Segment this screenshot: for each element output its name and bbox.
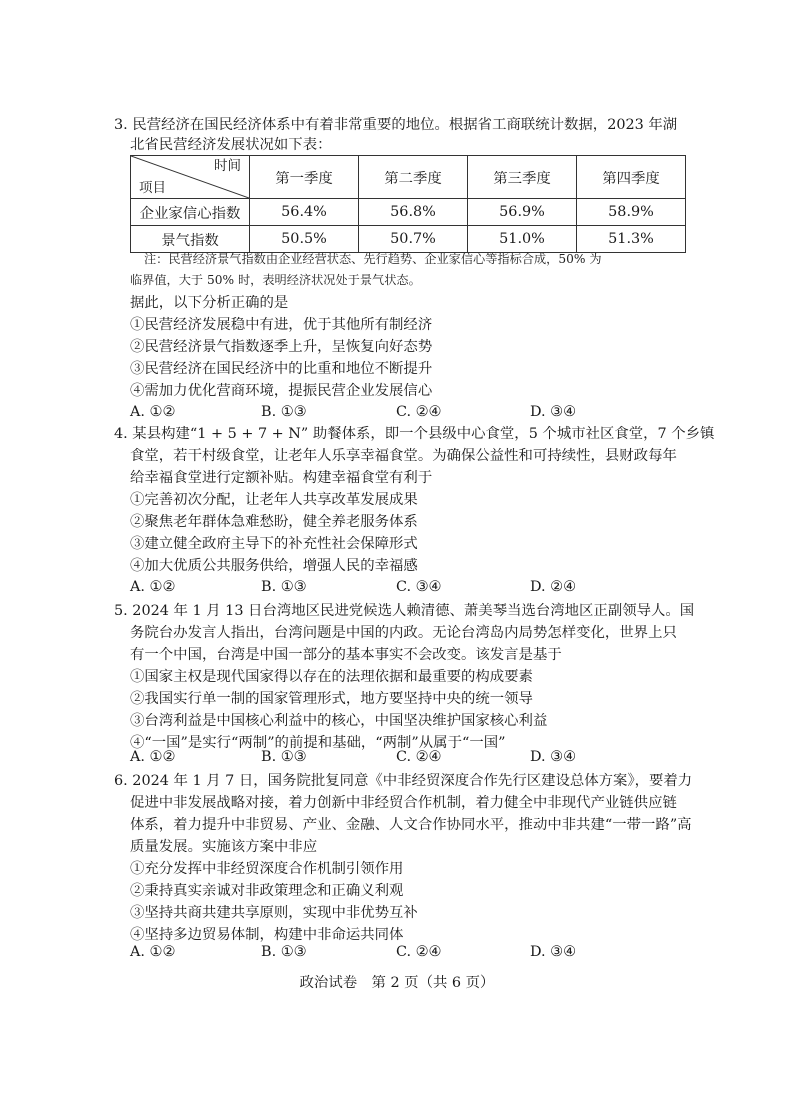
- q3-data-table: [130, 155, 686, 253]
- q6-item-2: ②秉持真实亲诚对非政策理念和正确义利观: [130, 883, 404, 899]
- q3-note-line-2: 临界值，大于 50% 时，表明经济状况处于景气状态。: [130, 273, 421, 287]
- option-c[interactable]: C. ③④: [396, 579, 442, 595]
- q5-item-3: ③台湾利益是中国核心利益中的核心，中国坚决维护国家核心利益: [130, 713, 548, 729]
- q4-stem-line-3: 给幸福食堂进行定额补贴。构建幸福食堂有利于: [130, 470, 433, 486]
- table-cell: 51.3%: [577, 226, 686, 253]
- option-d[interactable]: D. ③④: [530, 944, 576, 960]
- table-cell: 56.8%: [359, 199, 468, 226]
- q5-item-2: ②我国实行单一制的国家管理形式，地方要坚持中央的统一领导: [130, 691, 533, 707]
- q3-note-line-1: 注：民营经济景气指数由企业经营状态、先行趋势、企业家信心等指标合成，50% 为: [144, 252, 602, 266]
- option-b[interactable]: B. ①③: [261, 749, 307, 765]
- q3-item-2: ②民营经济景气指数逐季上升，呈恢复向好态势: [130, 339, 433, 355]
- table-row: [131, 226, 686, 253]
- q6-item-3: ③坚持共商共建共享原则，实现中非优势互补: [130, 905, 418, 921]
- column-header: 第四季度: [577, 156, 686, 199]
- q4-item-4: ④加大优质公共服务供给，增强人民的幸福感: [130, 558, 418, 574]
- table-cell: 50.5%: [250, 226, 359, 253]
- table-corner-cell: [131, 156, 250, 199]
- q6-stem-line-3: 体系，着力提升中非贸易、产业、金融、人文合作协同水平，推动中非共建“一带一路”高: [130, 817, 692, 833]
- header-bottom-label: 项目: [139, 180, 166, 196]
- option-a[interactable]: A. ①②: [130, 579, 176, 595]
- header-top-label: 时间: [214, 158, 241, 174]
- q5-stem-line-2: 务院台办发言人指出，台湾问题是中国的内政。无论台湾岛内局势怎样变化，世界上只: [130, 625, 677, 641]
- q4-options: [130, 576, 690, 598]
- q4-item-2: ②聚焦老年群体急难愁盼，健全养老服务体系: [130, 514, 418, 530]
- q5-options: [130, 746, 690, 768]
- q6-item-1: ①充分发挥中非经贸深度合作机制引领作用: [130, 861, 404, 877]
- option-a[interactable]: A. ①②: [130, 404, 176, 420]
- q6-stem-line-4: 质量发展。实施该方案中非应: [130, 839, 318, 855]
- option-d[interactable]: D. ③④: [530, 749, 576, 765]
- column-header: 第三季度: [468, 156, 577, 199]
- q5-item-1: ①国家主权是现代国家得以存在的法理依据和最重要的构成要素: [130, 669, 533, 685]
- table-cell: 56.9%: [468, 199, 577, 226]
- q3-stem-line-2: 北省民营经济发展状况如下表：: [130, 137, 332, 153]
- column-header: 第二季度: [359, 156, 468, 199]
- row-label: 企业家信心指数: [131, 199, 250, 226]
- option-a[interactable]: A. ①②: [130, 749, 176, 765]
- q3-prompt: 据此，以下分析正确的是: [130, 295, 289, 311]
- table-cell: 58.9%: [577, 199, 686, 226]
- q6-options: [130, 941, 690, 963]
- option-b[interactable]: B. ①③: [261, 579, 307, 595]
- q6-stem-line-2: 促进中非发展战略对接，着力创新中非经贸合作机制，着力健全中非现代产业链供应链: [130, 795, 677, 811]
- q4-stem-line-2: 食堂，若干村级食堂，让老年人乐享幸福食堂。为确保公益性和可持续性，县财政每年: [130, 448, 677, 464]
- q3-item-3: ③民营经济在国民经济中的比重和地位不断提升: [130, 361, 433, 377]
- q6-item-4: ④坚持多边贸易体制，构建中非命运共同体: [130, 927, 404, 943]
- table-cell: 50.7%: [359, 226, 468, 253]
- option-a[interactable]: A. ①②: [130, 944, 176, 960]
- table-cell: 51.0%: [468, 226, 577, 253]
- q4-item-3: ③建立健全政府主导下的补充性社会保障形式: [130, 536, 418, 552]
- row-label: 景气指数: [131, 226, 250, 253]
- table-header-row: [131, 156, 686, 199]
- option-d[interactable]: D. ②④: [530, 579, 576, 595]
- option-b[interactable]: B. ①③: [261, 404, 307, 420]
- q3-item-1: ①民营经济发展稳中有进，优于其他所有制经济: [130, 317, 433, 333]
- q6-stem-line-1: 6. 2024 年 1 月 7 日，国务院批复同意《中非经贸深度合作先行区建设总体方案》，要着力: [114, 773, 693, 789]
- q5-item-4: ④“一国”是实行“两制”的前提和基础，“两制”从属于“一国”: [130, 735, 506, 751]
- option-b[interactable]: B. ①③: [261, 944, 307, 960]
- q5-stem-line-1: 5. 2024 年 1 月 13 日台湾地区民进党候选人赖清德、萧美琴当选台湾地区正副领导人。国: [114, 603, 695, 619]
- option-d[interactable]: D. ③④: [530, 404, 576, 420]
- q3-stem-line-1: 3. 民营经济在国民经济体系中有着非常重要的地位。根据省工商联统计数据，2023 年湖: [114, 117, 678, 133]
- column-header: 第一季度: [250, 156, 359, 199]
- q4-stem-line-1: 4. 某县构建“1 + 5 + 7 + N” 助餐体系，即一个县级中心食堂，5 个城市社区食堂，7 个乡镇: [114, 426, 715, 442]
- page-footer: 政治试卷 第 2 页（共 6 页）: [299, 975, 495, 991]
- q3-options: [130, 401, 690, 423]
- option-c[interactable]: C. ②④: [396, 944, 442, 960]
- option-c[interactable]: C. ②④: [396, 749, 442, 765]
- table-row: [131, 199, 686, 226]
- option-c[interactable]: C. ②④: [396, 404, 442, 420]
- q5-stem-line-3: 有一个中国，台湾是中国一部分的基本事实不会改变。该发言是基于: [130, 647, 562, 663]
- q4-item-1: ①完善初次分配，让老年人共享改革发展成果: [130, 492, 418, 508]
- table-cell: 56.4%: [250, 199, 359, 226]
- q3-item-4: ④需加力优化营商环境，提振民营企业发展信心: [130, 383, 433, 399]
